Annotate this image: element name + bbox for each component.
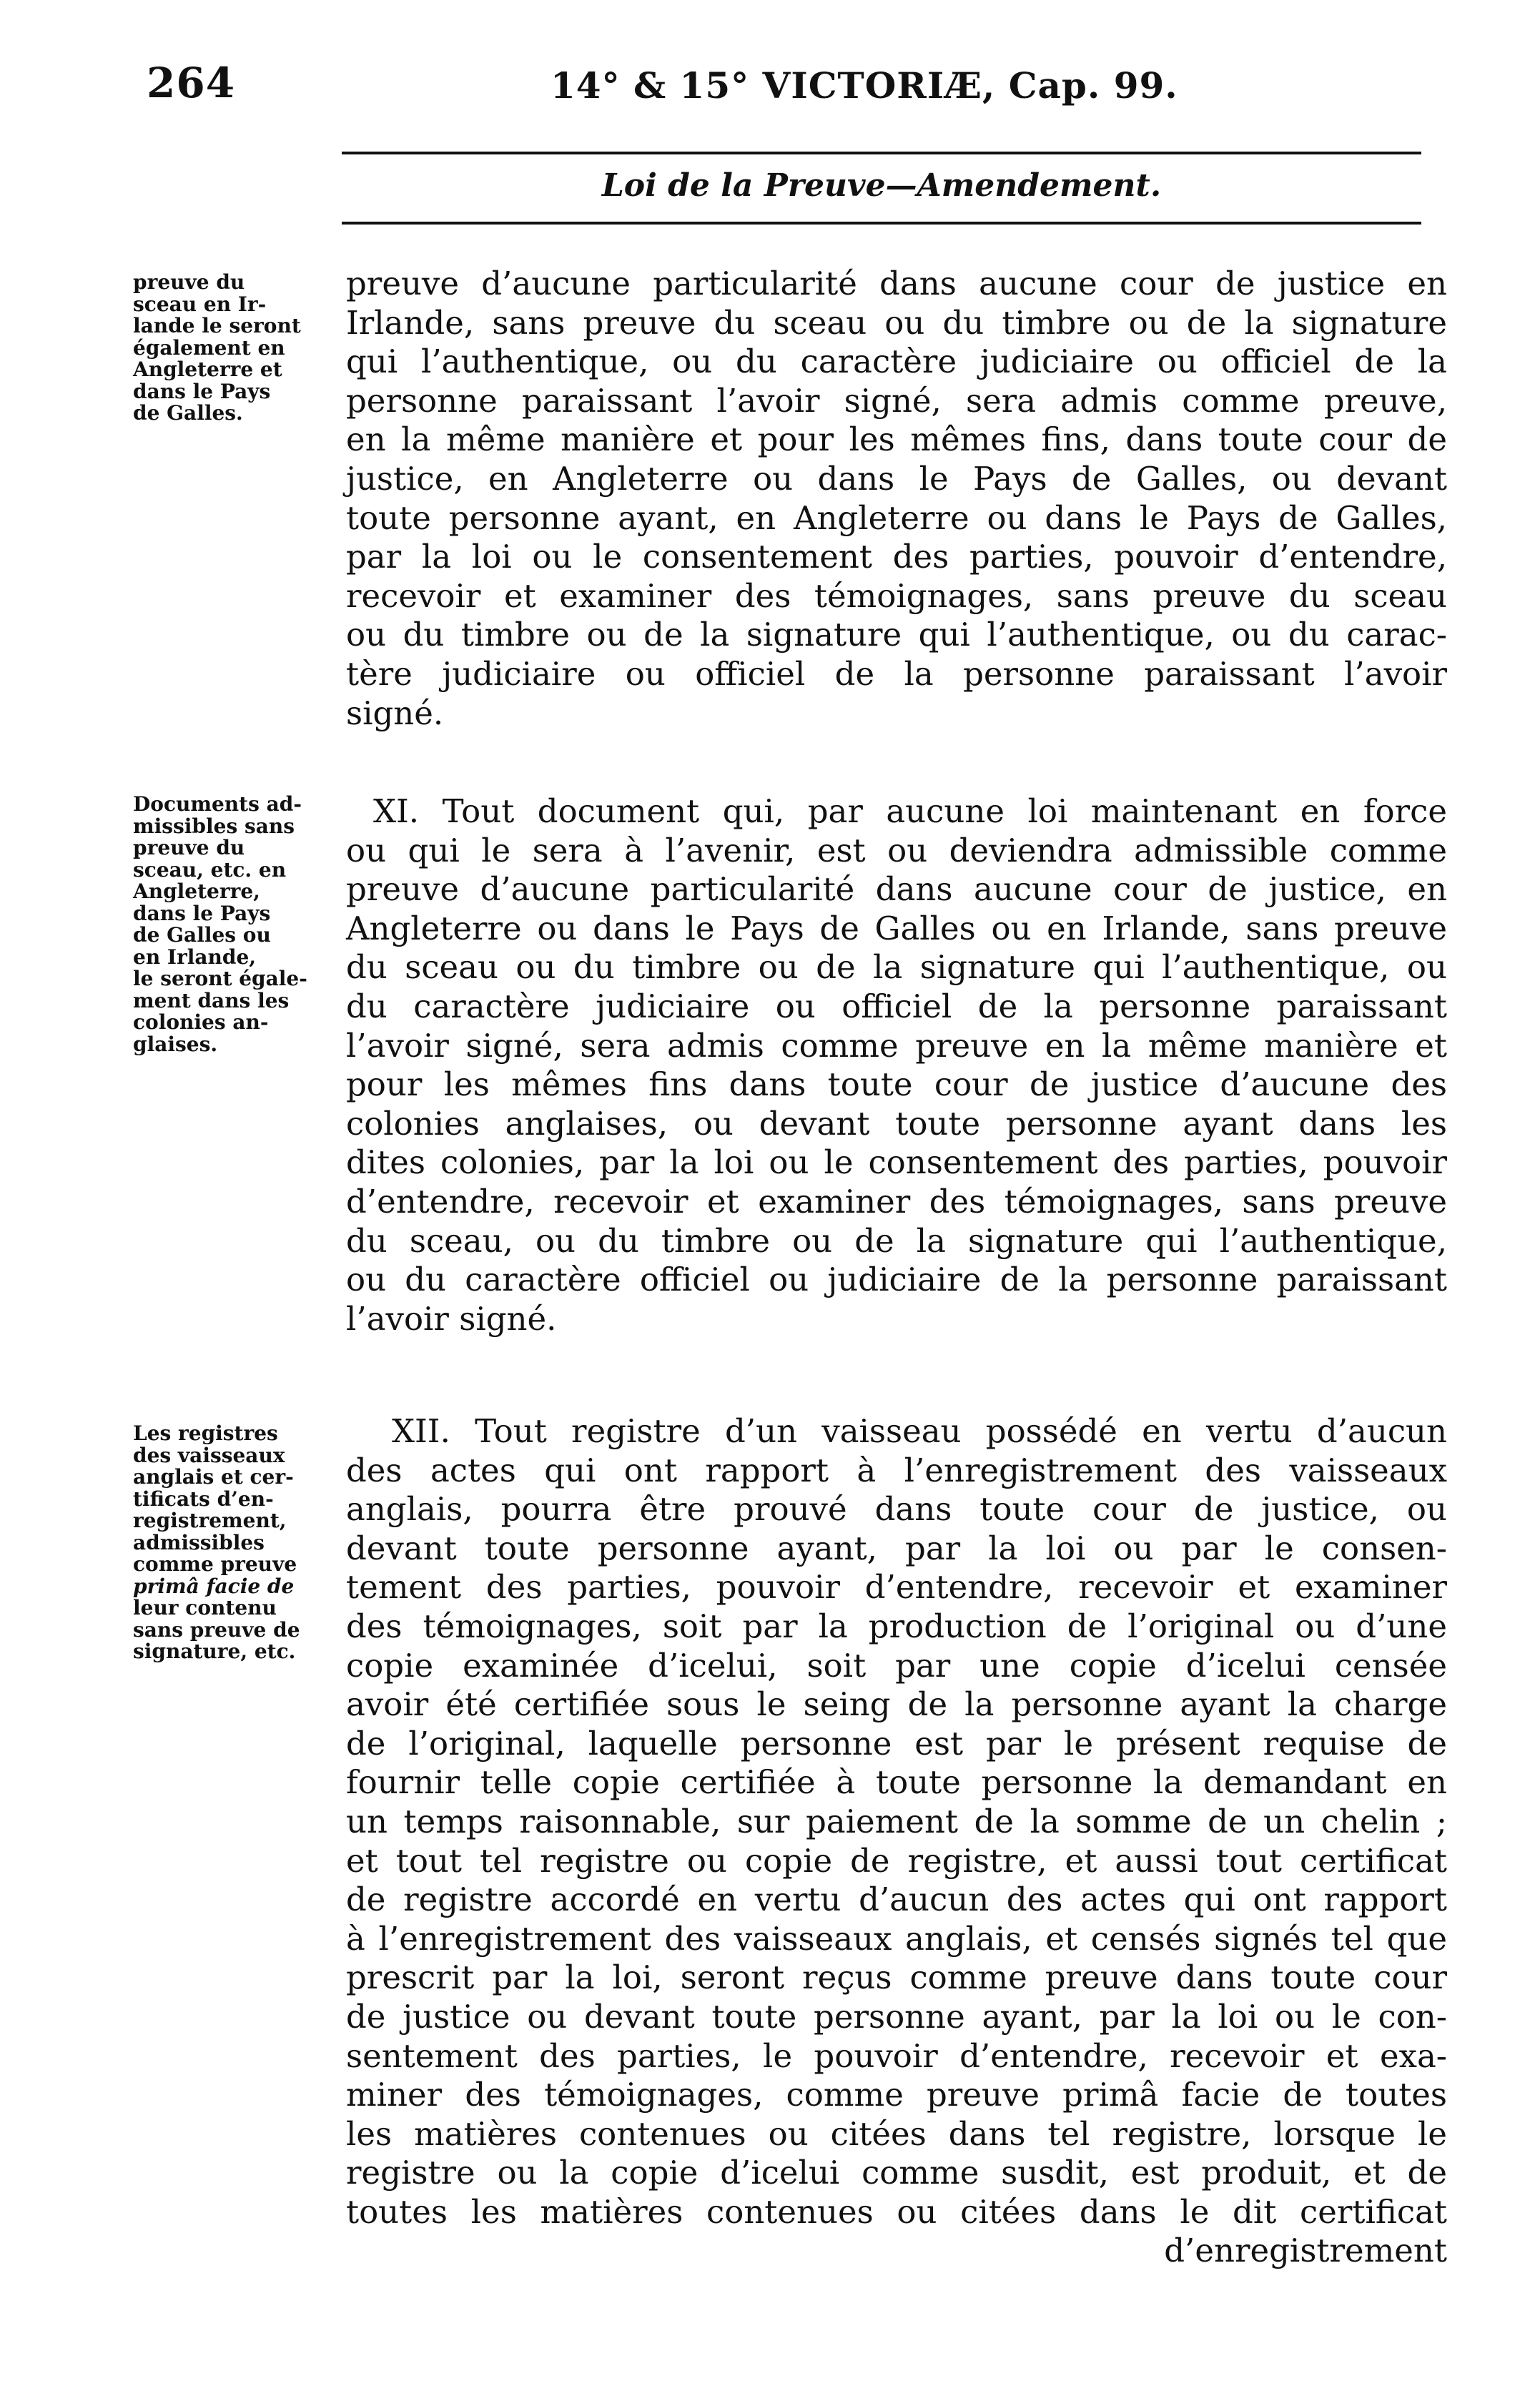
margin-note-continuation	[133, 272, 330, 425]
section-xi	[346, 792, 1447, 1339]
text-line: qui l’authentique, ou du caractère judiciaire ou officiel de la	[346, 342, 1447, 381]
text-line: toutes les matières contenues ou citées dans le dit certificat	[346, 2192, 1447, 2231]
text-line: XII. Tout registre d’un vaisseau possédé en vertu d’aucun	[392, 1412, 1447, 1450]
text-line: dites colonies, par la loi ou le consentement des parties, pouvoir	[346, 1143, 1447, 1182]
text-line: les matières contenues ou citées dans tel registre, lorsque le	[346, 2114, 1447, 2153]
header-rule-top	[342, 152, 1421, 154]
text-line: justice, en Angleterre ou dans le Pays de Galles, ou devant	[346, 459, 1447, 498]
margin-note-line: admissibles	[133, 1530, 265, 1554]
margin-note-line: registrement,	[133, 1509, 287, 1532]
margin-note-line: en Irlande,	[133, 945, 257, 969]
text-line: avoir été certifiée sous le seing de la personne ayant la charge	[346, 1685, 1447, 1724]
margin-note-line: primâ facie de	[133, 1574, 295, 1598]
text-line: Angleterre ou dans le Pays de Galles ou en Irlande, sans preuve	[346, 909, 1447, 947]
margin-note-line: lande le seront	[133, 314, 301, 337]
text-line: preuve d’aucune particularité dans aucune cour de justice, en	[346, 870, 1447, 909]
text-line: personne paraissant l’avoir signé, sera admis comme preuve,	[346, 381, 1447, 420]
text-line: à l’enregistrement des vaisseaux anglais, et censés signés tel que	[346, 1919, 1447, 1958]
margin-note-line: Les registres	[133, 1421, 278, 1445]
text-line: d’entendre, recevoir et examiner des témoignages, sans preuve	[346, 1182, 1447, 1221]
margin-note-line: missibles sans	[133, 814, 295, 838]
text-line: Irlande, sans preuve du sceau ou du timbre ou de la signature	[346, 303, 1447, 342]
text-line: fournir telle copie certifiée à toute personne la demandant en	[346, 1763, 1447, 1802]
section-subtitle: Loi de la Preuve—Amendement.	[601, 167, 1162, 204]
margin-note-line: sceau, etc. en	[133, 857, 287, 882]
margin-note-section-xi	[133, 794, 330, 1055]
text-line: un temps raisonnable, sur paiement de la somme de un chelin ;	[346, 1802, 1447, 1840]
text-line: ou qui le sera à l’avenir, est ou deviendra admissible comme	[346, 831, 1447, 869]
text-line: en la même manière et pour les mêmes fins, dans toute cour de	[346, 420, 1447, 459]
margin-note-line: sceau en Ir-	[133, 292, 267, 316]
text-line: sentement des parties, le pouvoir d’entendre, recevoir et exa-	[346, 2036, 1447, 2075]
margin-note-line: également en	[133, 335, 285, 360]
running-title: 14° & 15° VICTORIÆ, Cap. 99.	[551, 64, 1178, 107]
margin-note-line: le seront égale-	[133, 967, 307, 990]
margin-note-line: anglais et cer-	[133, 1465, 294, 1489]
text-line: des actes qui ont rapport à l’enregistrement des vaisseaux	[346, 1451, 1447, 1489]
text-line: tère judiciaire ou officiel de la personne paraissant l’avoir	[346, 654, 1447, 693]
text-line: du caractère judiciaire ou officiel de la personne paraissant	[346, 987, 1447, 1025]
text-line: de l’original, laquelle personne est par le présent requise de	[346, 1724, 1447, 1763]
text-line: l’avoir signé, sera admis comme preuve en la même manière et	[346, 1026, 1447, 1065]
margin-note-line: Documents ad-	[133, 792, 302, 816]
text-line: et tout tel registre ou copie de registre, et aussi tout certificat	[346, 1841, 1447, 1880]
text-line: tement des parties, pouvoir d’entendre, recevoir et examiner	[346, 1568, 1447, 1607]
margin-note-line: dans le Pays	[133, 901, 271, 925]
text-line: preuve d’aucune particularité dans aucune cour de justice en	[346, 265, 1447, 302]
page-number: 264	[147, 59, 236, 107]
text-line: ou du caractère officiel ou judiciaire de la personne paraissant	[346, 1261, 1447, 1299]
text-line: du sceau ou du timbre ou de la signature qui l’authentique, ou	[346, 948, 1447, 987]
header-rule-bottom	[342, 222, 1421, 225]
margin-note-line: de Galles.	[133, 401, 243, 425]
text-line: anglais, pourra être prouvé dans toute cour de justice, ou	[346, 1490, 1447, 1529]
text-line: registre ou la copie d’icelui comme susdit, est produit, et de	[346, 2154, 1447, 2192]
text-line: miner des témoignages, comme preuve primâ facie de toutes	[346, 2076, 1447, 2114]
text-line: des témoignages, soit par la production de l’original ou d’une	[346, 1607, 1447, 1645]
margin-note-line: comme preuve	[133, 1552, 297, 1576]
margin-note-section-xii	[133, 1423, 330, 1663]
text-line: de registre accordé en vertu d’aucun des actes qui ont rapport	[346, 1880, 1447, 1919]
text-line: d’enregistrement	[1164, 2232, 1447, 2270]
text-line: signé.	[346, 694, 444, 732]
text-line: toute personne ayant, en Angleterre ou dans le Pays de Galles,	[346, 498, 1447, 537]
margin-note-line: dans le Pays	[133, 379, 271, 403]
margin-note-line: glaises.	[133, 1032, 218, 1056]
text-line: colonies anglaises, ou devant toute personne ayant dans les	[346, 1104, 1447, 1143]
margin-note-line: preuve du	[133, 836, 245, 859]
text-line: par la loi ou le consentement des parties, pouvoir d’entendre,	[346, 538, 1447, 576]
margin-note-line: colonies an-	[133, 1010, 269, 1034]
text-line: ou du timbre ou de la signature qui l’authentique, ou du carac-	[346, 616, 1447, 654]
paragraph-continuation	[346, 265, 1447, 733]
text-line: pour les mêmes fins dans toute cour de justice d’aucune des	[346, 1065, 1447, 1104]
section-xii	[346, 1412, 1447, 2271]
text-line: de justice ou devant toute personne ayant, par la loi ou le con-	[346, 1997, 1447, 2036]
margin-note-line: Angleterre,	[133, 879, 260, 903]
margin-note-line: preuve du	[133, 270, 245, 294]
margin-note-line: ment dans les	[133, 988, 290, 1012]
margin-note-line: de Galles ou	[133, 923, 271, 947]
margin-note-line: des vaisseaux	[133, 1443, 285, 1467]
text-line: XI. Tout document qui, par aucune loi maintenant en force	[373, 792, 1447, 830]
text-line: recevoir et examiner des témoignages, sans preuve du sceau	[346, 576, 1447, 615]
margin-note-line: leur contenu	[133, 1596, 277, 1620]
text-line: prescrit par la loi, seront reçus comme preuve dans toute cour	[346, 1958, 1447, 1997]
text-line: du sceau, ou du timbre ou de la signature qui l’authentique,	[346, 1221, 1447, 1260]
text-line: l’avoir signé.	[346, 1299, 557, 1338]
margin-note-line: Angleterre et	[133, 358, 282, 381]
text-line: copie examinée d’icelui, soit par une copie d’icelui censée	[346, 1646, 1447, 1685]
text-line: devant toute personne ayant, par la loi ou par le consen-	[346, 1529, 1447, 1567]
margin-note-line: tificats d’en-	[133, 1487, 274, 1511]
margin-note-line: signature, etc.	[133, 1640, 296, 1663]
margin-note-line: sans preuve de	[133, 1617, 300, 1642]
